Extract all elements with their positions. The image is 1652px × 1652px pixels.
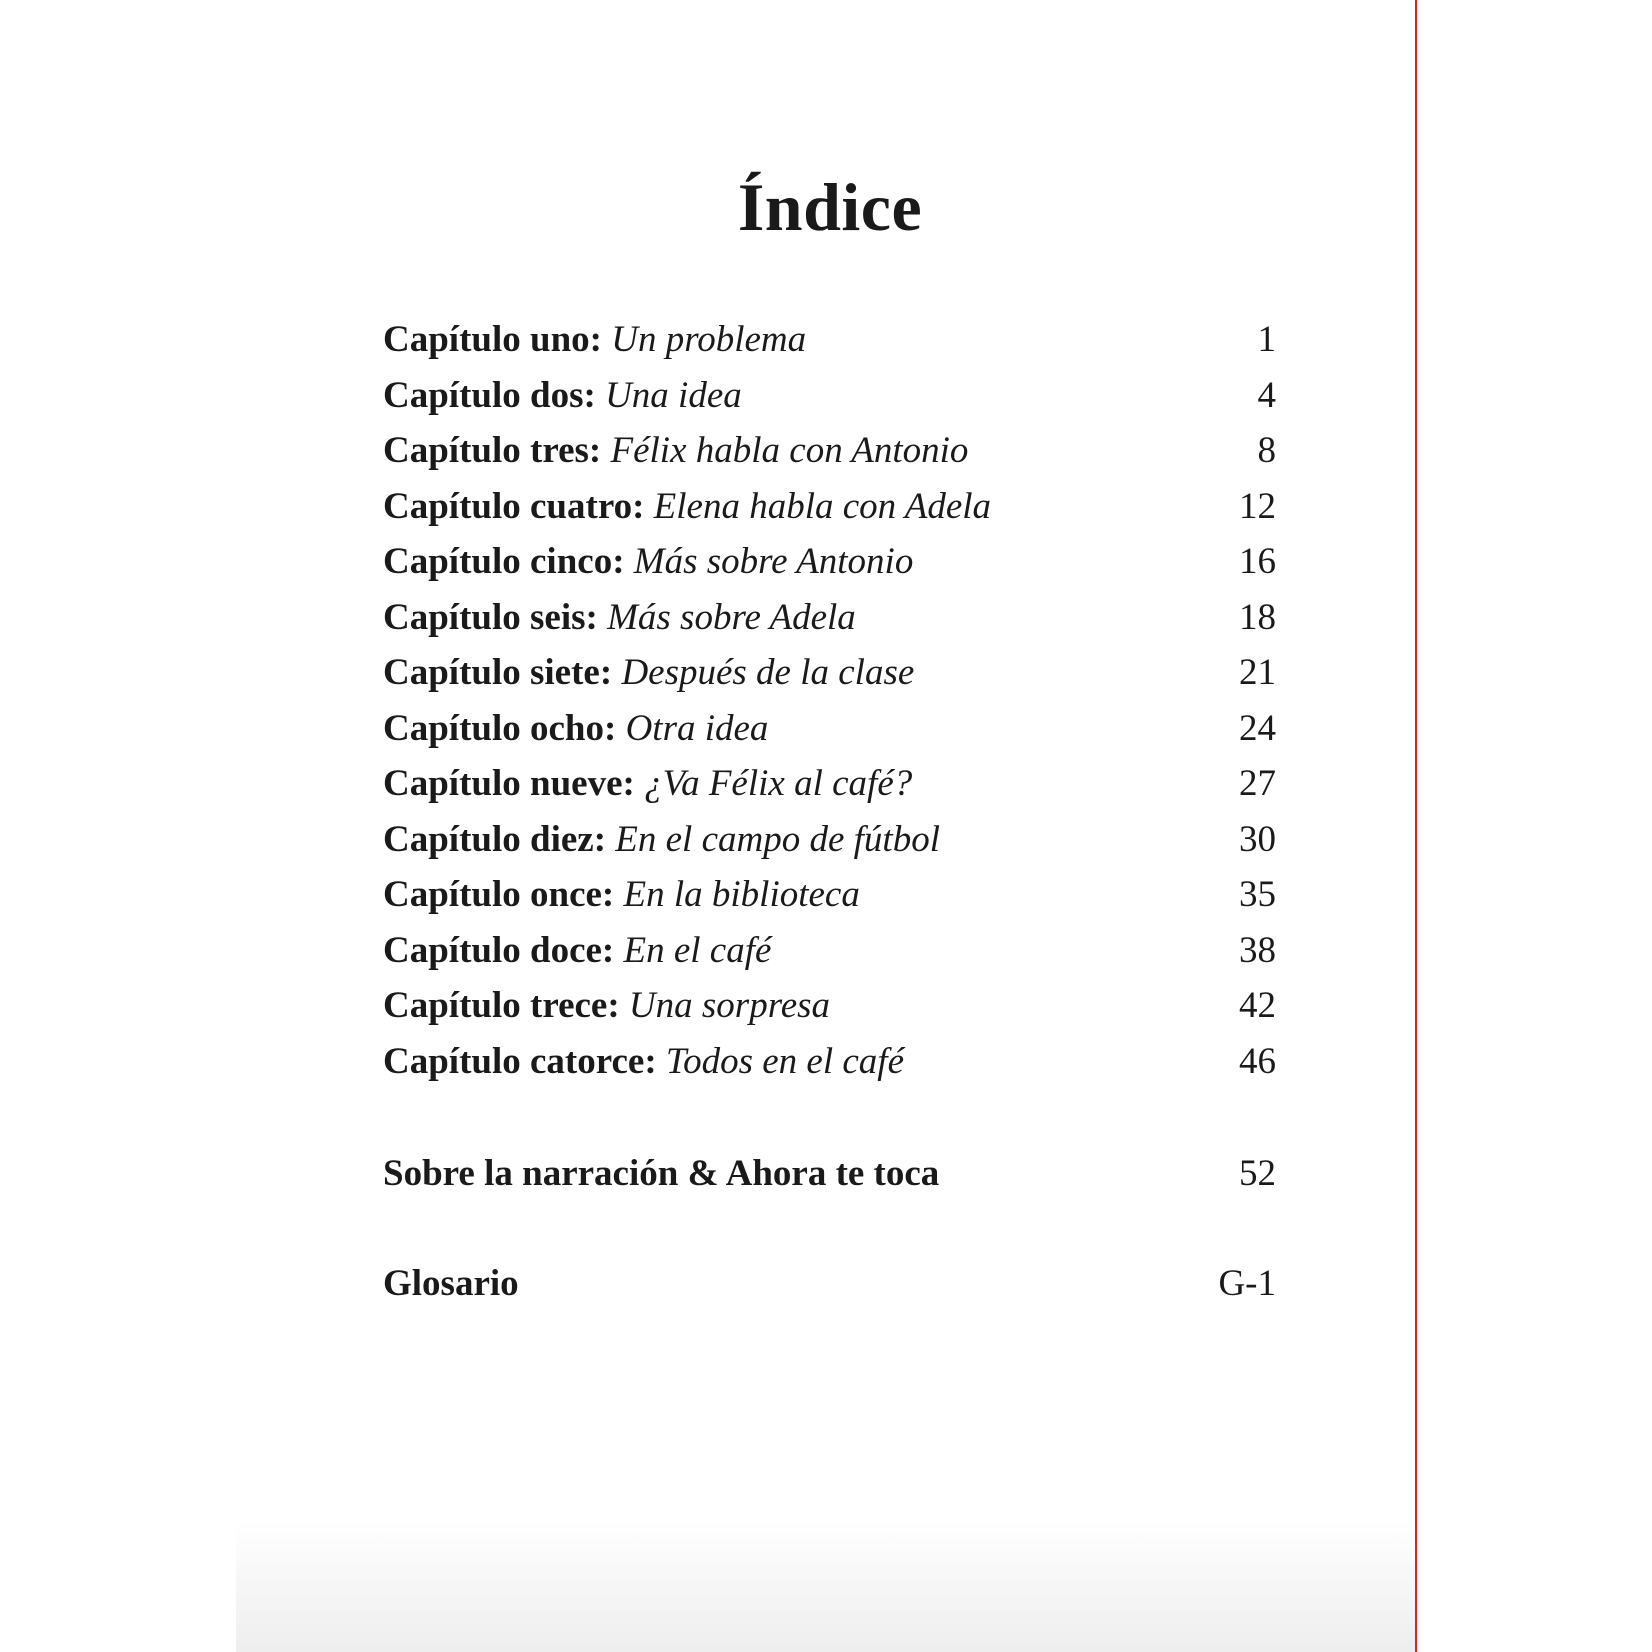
table-of-contents <box>383 318 1276 1095</box>
chapter-label: Capítulo ocho: <box>383 707 617 749</box>
chapter-subtitle: Todos en el café <box>665 1040 905 1082</box>
chapter-label: Capítulo diez: <box>383 818 607 860</box>
toc-entry-title <box>383 651 914 694</box>
chapter-subtitle: Más sobre Antonio <box>633 541 914 582</box>
page-number: 52 <box>1239 1153 1276 1194</box>
chapter-label: Capítulo cinco: <box>383 541 625 582</box>
chapter-subtitle: Una sorpresa <box>628 985 831 1026</box>
chapter-label: Capítulo dos: <box>383 374 596 416</box>
margin-line <box>1415 0 1417 1652</box>
toc-row[interactable] <box>383 818 1276 874</box>
chapter-subtitle: ¿Va Félix al café? <box>644 763 913 804</box>
chapter-subtitle: Un problema <box>611 319 807 360</box>
chapter-label: Capítulo once: <box>383 874 615 915</box>
chapter-label: Capítulo siete: <box>383 652 613 693</box>
narration-label: Sobre la narración & Ahora te toca <box>383 1153 940 1194</box>
page-number: 18 <box>1239 596 1276 638</box>
toc-entry-title <box>383 762 912 805</box>
page-number: 46 <box>1239 1040 1276 1082</box>
toc-entry-title <box>383 540 913 583</box>
chapter-label: Capítulo cuatro: <box>383 485 645 527</box>
page-number: 24 <box>1239 707 1276 749</box>
chapter-label: Capítulo tres: <box>383 430 602 471</box>
toc-row[interactable] <box>383 318 1276 374</box>
glossary-label: Glosario <box>383 1263 519 1304</box>
toc-entry-title <box>383 984 830 1027</box>
toc-row[interactable] <box>383 485 1276 541</box>
toc-entry-title <box>383 596 856 639</box>
toc-row[interactable] <box>383 984 1276 1040</box>
toc-row[interactable] <box>383 596 1276 652</box>
page-number: 30 <box>1239 818 1276 860</box>
page-number: 12 <box>1239 485 1276 527</box>
toc-row[interactable] <box>383 707 1276 763</box>
chapter-subtitle: Félix habla con Antonio <box>610 430 969 471</box>
page-number: 1 <box>1257 319 1276 360</box>
toc-row[interactable] <box>383 651 1276 707</box>
toc-entry-title <box>383 374 742 417</box>
page-number: 27 <box>1239 763 1276 804</box>
chapter-subtitle: Elena habla con Adela <box>653 485 992 527</box>
toc-row[interactable] <box>383 873 1276 929</box>
toc-row[interactable] <box>383 429 1276 485</box>
chapter-subtitle: En el café <box>623 929 772 971</box>
toc-entry-title <box>383 485 991 528</box>
page-number: 21 <box>1239 652 1276 693</box>
chapter-subtitle: En el campo de fútbol <box>615 818 940 860</box>
toc-row-glossary[interactable] <box>383 1262 1276 1305</box>
toc-row[interactable] <box>383 374 1276 430</box>
toc-row[interactable] <box>383 762 1276 818</box>
page-number: G-1 <box>1218 1263 1276 1304</box>
chapter-subtitle: Más sobre Adela <box>607 596 856 638</box>
page-number: 42 <box>1239 985 1276 1026</box>
toc-entry-title <box>383 1040 904 1083</box>
toc-row[interactable] <box>383 929 1276 985</box>
chapter-subtitle: Después de la clase <box>621 652 915 693</box>
chapter-label: Capítulo doce: <box>383 929 615 971</box>
page-number: 35 <box>1239 874 1276 915</box>
toc-entry-title <box>383 318 806 361</box>
chapter-label: Capítulo trece: <box>383 985 620 1026</box>
toc-entry-title <box>383 873 860 916</box>
toc-row[interactable] <box>383 540 1276 596</box>
page-number: 4 <box>1257 374 1276 416</box>
page-number: 8 <box>1257 430 1276 471</box>
chapter-label: Capítulo catorce: <box>383 1040 657 1082</box>
toc-entry-title <box>383 429 968 472</box>
chapter-subtitle: Una idea <box>605 374 742 416</box>
chapter-label: Capítulo nueve: <box>383 763 635 804</box>
page-bottom-shadow <box>236 1520 1416 1652</box>
page-title: Índice <box>737 169 923 245</box>
chapter-label: Capítulo uno: <box>383 319 602 360</box>
toc-entry-title <box>383 929 771 972</box>
toc-row[interactable] <box>383 1040 1276 1096</box>
toc-entry-title <box>383 707 768 750</box>
chapter-subtitle: Otra idea <box>625 707 769 749</box>
toc-row-narration[interactable] <box>383 1152 1276 1195</box>
chapter-label: Capítulo seis: <box>383 596 598 638</box>
toc-entry-title <box>383 818 940 861</box>
page-number: 38 <box>1239 929 1276 971</box>
page-number: 16 <box>1239 541 1276 582</box>
chapter-subtitle: En la biblioteca <box>623 874 860 915</box>
